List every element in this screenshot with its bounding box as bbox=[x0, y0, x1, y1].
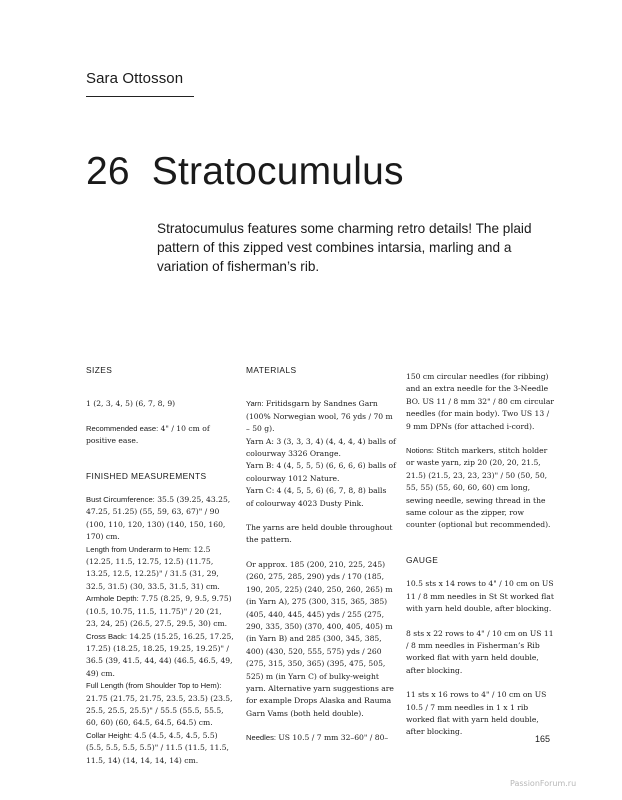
notions-text: Stitch markers, stitch holder or waste yarn, zip 20 (20, 20, 21.5, 21.5) (21.5, 23, 23, 23)" / 50 (50, 50, 55, 55) (55, 60, 60, 60) cm long, sewing needle, sewing thread in the same colour as the zipper, row counter (optional but recommended). bbox=[406, 446, 551, 530]
needles-label: Needles: bbox=[246, 733, 276, 743]
page-number: 165 bbox=[535, 734, 551, 744]
intro-paragraph: Stratocumulus features some charming retro details! The plaid pattern of this zipped vest combines intarsia, marling and a variation of fisherman’s rib. bbox=[157, 221, 532, 274]
yarn-a-line: Yarn A: 3 (3, 3, 3, 4) (4, 4, 4, 4) balls of colourway 3326 Orange. bbox=[246, 436, 396, 459]
measurement-label: Length from Underarm to Hem: bbox=[86, 544, 192, 554]
measurement-text: 21.75 (21.75, 21.75, 23.5, 23.5) (23.5, 25.5, 25.5, 25.5)" / 55.5 (55.5, 55.5, 60, 60) (60, 64.5, 64.5, 64.5) cm. bbox=[86, 693, 233, 728]
measurement-text: 14.25 (15.25, 16.25, 17.25, 17.25) (18.25, 18.25, 19.25, 19.25)" / 36.5 (39, 41.5, 44, 44) (46.5, 46.5, 49, 49) cm. bbox=[86, 631, 234, 678]
footer-watermark: PassionForum.ru bbox=[510, 779, 577, 788]
yarn-text: Fritidsgarn by Sandnes Garn (100% Norwegian wool, 76 yds / 70 m – 50 g). bbox=[246, 399, 393, 434]
measurement-item bbox=[86, 494, 236, 544]
measurement-item bbox=[86, 544, 236, 594]
author-divider bbox=[86, 96, 194, 97]
sizes-line: 1 (2, 3, 4, 5) (6, 7, 8, 9) bbox=[86, 399, 176, 409]
materials-heading: MATERIALS bbox=[246, 365, 297, 375]
ease-text: 4" / 10 cm of positive ease. bbox=[86, 423, 210, 446]
measurement-item bbox=[86, 593, 236, 630]
gauge-fishermans-rib: 8 sts x 22 rows to 4" / 10 cm on US 11 / 8 mm needles in Fisherman’s Rib worked flat with yarn held double, after blocking. bbox=[406, 628, 554, 675]
needles-continued: 150 cm circular needles (for ribbing) and an extra needle for the 3-Needle BO. US 11 / 8 mm 32" / 80 cm circular needles (for main body). Two US 13 / 9 mm DPNs (for attached i-cord). bbox=[406, 372, 554, 431]
measurement-item bbox=[86, 680, 236, 730]
needles-paragraph bbox=[246, 732, 396, 744]
pattern-number: 26 bbox=[86, 150, 130, 193]
measurement-text: 12.5 (12.25, 11.5, 12.75, 12.5) (11.75, 13.25, 12.5, 12.25)" / 31.5 (31, 29, 32.5, 31.5) (30, 33.5, 31.5, 31) cm. bbox=[86, 544, 220, 591]
pattern-name: Stratocumulus bbox=[151, 150, 404, 193]
measurement-text: 7.75 (8.25, 9, 9.5, 9.75) (10.5, 10.75, 11.5, 11.75)" / 20 (21, 23, 24, 25) (26.5, 27.5, 29.5, 30) cm. bbox=[86, 594, 232, 629]
gauge-rib: 11 sts x 16 rows to 4" / 10 cm on US 10.5 / 7 mm needles in 1 x 1 rib worked flat with yarn held double, after blocking. bbox=[406, 690, 547, 737]
measurement-item bbox=[86, 631, 236, 681]
yarn-label: Yarn: bbox=[246, 399, 264, 409]
measurement-label: Armhole Depth: bbox=[86, 594, 139, 604]
ease-paragraph bbox=[86, 423, 236, 448]
author-name: Sara Ottosson bbox=[86, 70, 184, 87]
yarn-b-line: Yarn B: 4 (4, 5, 5, 5) (6, 6, 6, 6) balls of colourway 1012 Nature. bbox=[246, 461, 396, 483]
column-materials bbox=[246, 364, 396, 745]
column-sizes bbox=[86, 364, 236, 767]
measurement-text: 4.5 (4.5, 4.5, 4.5, 5.5) (5.5, 5.5, 5.5, 5.5)" / 11.5 (11.5, 11.5, 11.5, 14) (14, 14, 14, 14) cm. bbox=[86, 730, 229, 765]
gauge-heading: GAUGE bbox=[406, 554, 439, 565]
sizes-heading: SIZES bbox=[86, 365, 113, 375]
yardage-paragraph: Or approx. 185 (200, 210, 225, 245) (260, 275, 285, 290) yds / 170 (185, 190, 205, 225) (240, 250, 260, 265) m (in Yarn A), 275 (300, 315, 365, 385) (405, 440, 445, 445) yds / 255 (275, 290, 335, 350) (370, 400, 405, 405) m (in Yarn B) and 285 (300, 345, 385, 400) (430, 520, 555, 575) yds / 260 (275, 315, 350, 365) (395, 475, 505, 525) m (in Yarn C) of bulky-weight yarn. Alternative yarn suggestions are for example Drops Alaska and Rauma Garn Vams (both held double). bbox=[246, 559, 394, 718]
measurement-label: Full Length (from Shoulder Top to Hem): bbox=[86, 681, 222, 691]
measurement-label: Cross Back: bbox=[86, 631, 127, 641]
measurement-text: 35.5 (39.25, 43.25, 47.25, 51.25) (55, 59, 63, 67)" / 90 (100, 110, 120, 130) (140, 150, 160, 170) cm. bbox=[86, 495, 231, 542]
held-double-note: The yarns are held double throughout the pattern. bbox=[246, 523, 393, 545]
measurement-label: Bust Circumference: bbox=[86, 495, 155, 505]
column-notions-gauge bbox=[406, 371, 556, 739]
yarn-paragraph bbox=[246, 398, 396, 435]
finished-heading: FINISHED MEASUREMENTS bbox=[86, 470, 207, 481]
measurement-label: Collar Height: bbox=[86, 730, 133, 740]
notions-label: Notions: bbox=[406, 446, 434, 456]
measurement-item bbox=[86, 730, 236, 767]
yarn-c-line: Yarn C: 4 (4, 5, 5, 6) (6, 7, 8, 8) balls of colourway 4023 Dusty Pink. bbox=[246, 486, 387, 508]
pattern-title bbox=[86, 150, 404, 194]
gauge-st-st: 10.5 sts x 14 rows to 4" / 10 cm on US 11 / 8 mm needles in St St worked flat with yarn held double, after blocking. bbox=[406, 579, 554, 614]
ease-label: Recommended ease: bbox=[86, 423, 159, 433]
needles-text: US 10.5 / 7 mm 32–60" / 80– bbox=[275, 733, 389, 743]
notions-paragraph bbox=[406, 445, 556, 532]
